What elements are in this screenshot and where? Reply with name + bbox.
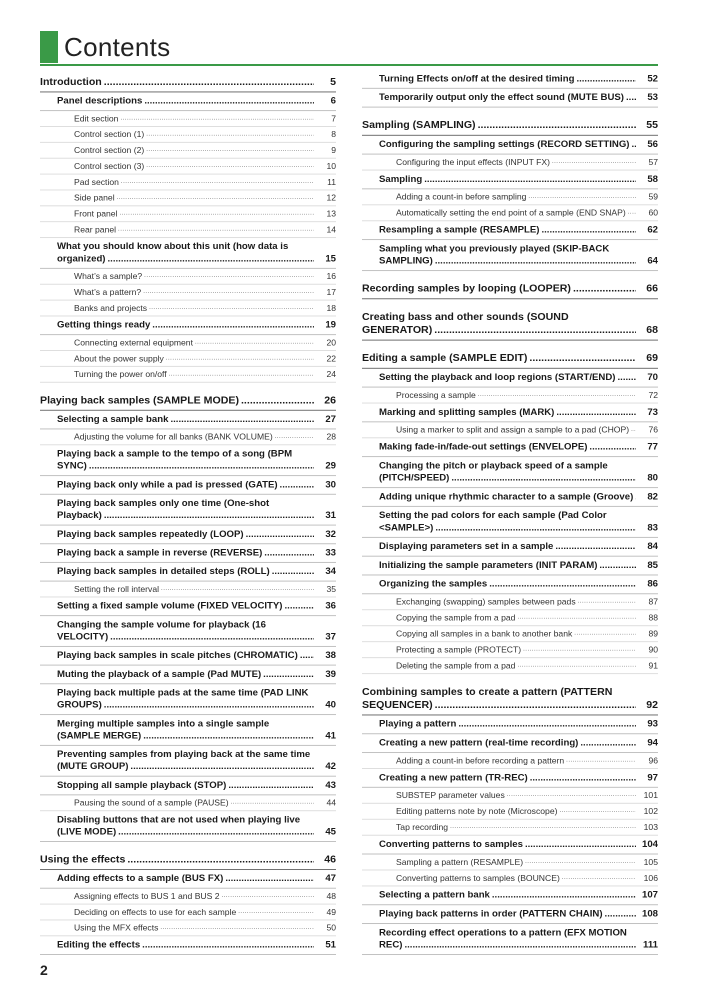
toc-entry[interactable] [362,457,658,488]
toc-entry-page: 45 [325,827,336,838]
toc-entry[interactable] [40,544,336,563]
toc-entry[interactable] [40,920,336,936]
toc-entry[interactable] [362,205,658,221]
toc-entry[interactable] [40,335,336,351]
toc-entry-title: Control section (3) ..... [74,161,314,172]
toc-entry[interactable] [362,575,658,594]
toc-entry-page: 51 [325,940,336,951]
toc-entry-title: Copying all samples in a bank to another bank ..... [396,628,636,639]
toc-entry-title: Playing back samples (SAMPLE MODE) ..... [40,394,314,407]
toc-entry-title: Making fade-in/fade-out settings (ENVELOPE) ..... [379,441,636,453]
toc-entry[interactable] [362,240,658,271]
toc-entry-title: Sampling a pattern (RESAMPLE) ..... [396,856,636,867]
toc-entry[interactable] [40,811,336,842]
toc-entry[interactable] [40,143,336,159]
toc-entry[interactable] [362,346,658,369]
toc-entry-page: 59 [648,192,658,202]
toc-entry-title: Creating a new pattern (real-time recording) ..... [379,737,636,749]
toc-entry-page: 35 [326,584,336,594]
toc-entry-title: Editing patterns note by note (Microscope) ..... [396,806,636,817]
toc-entry-title: Adding unique rhythmic character to a sample (Groove) ..... [379,491,636,503]
toc-entry-page: 6 [330,96,336,107]
toc-entry-page: 87 [648,597,658,607]
toc-entry-page: 108 [641,908,658,920]
toc-entry[interactable] [40,889,336,905]
toc-entry-title: Edit section ..... [74,113,314,124]
toc-entry-page: 42 [325,761,336,772]
toc-entry[interactable] [40,175,336,191]
toc-entry-title: Displaying parameters set in a sample ..... [379,541,636,553]
toc-entry[interactable] [40,206,336,222]
toc-entry-title: Playing back a sample to the tempo of a song (BPM SYNC) ..... [57,448,314,472]
toc-entry-title: Sampling what you previously played (SKIP-BACK SAMPLING) ..... [379,243,636,267]
toc-entry-title: Temporarily output only the effect sound (MUTE BUS) ..... [379,92,636,104]
toc-entry-page: 32 [325,529,336,540]
toc-entry-title: Setting the playback and loop regions (START/END) ..... [379,372,636,384]
toc-entry-page: 93 [647,719,658,730]
toc-entry[interactable] [40,159,336,175]
toc-entry-page: 10 [326,161,336,171]
toc-entry[interactable] [40,597,336,616]
toc-entry[interactable] [40,269,336,285]
toc-entry-title: Rear panel ..... [74,224,314,235]
toc-entry-page: 39 [325,669,336,680]
toc-entry[interactable] [362,886,658,905]
toc-entry-page: 46 [324,854,336,866]
toc-entry-page: 37 [325,631,336,643]
toc-entry-title: Connecting external equipment ..... [74,337,314,348]
toc-entry-page: 50 [326,923,336,933]
toc-entry[interactable] [362,422,658,438]
toc-entry[interactable] [362,626,658,642]
toc-entry[interactable] [40,582,336,598]
toc-entry-title: Creating bass and other sounds (SOUND GENERATOR) ..... [362,311,636,337]
toc-entry-title: Merging multiple samples into a single sample (SAMPLE MERGE) ..... [57,718,314,742]
toc-entry[interactable] [362,277,658,300]
toc-entry-page: 70 [647,372,658,383]
toc-entry[interactable] [40,238,336,269]
toc-entry-page: 19 [325,320,336,331]
toc-entry[interactable] [362,820,658,836]
toc-entry-page: 13 [326,209,336,219]
toc-entry-title: Front panel ..... [74,208,314,219]
toc-entry-page: 36 [325,601,336,612]
toc-entry-page: 52 [647,73,658,85]
toc-entry-page: 17 [326,287,336,297]
toc-entry-page: 60 [648,208,658,218]
toc-entry-page: 69 [646,352,658,365]
toc-entry[interactable] [40,495,336,526]
toc-entry-title: Combining samples to create a pattern (PATTERN SEQUENCER) ..... [362,685,636,711]
toc-entry[interactable] [362,788,658,804]
toc-entry-title: What’s a pattern? ..... [74,287,314,298]
toc-entry-page: 76 [648,425,658,435]
toc-entry-title: Using the MFX effects ..... [74,922,314,933]
toc-entry-title: What’s a sample? ..... [74,271,314,282]
toc-entry-page: 86 [647,579,658,590]
toc-entry-title: Organizing the samples ..... [379,578,636,590]
toc-entry-title: Adding a count-in before recording a pattern ..... [396,755,636,766]
toc-entry-page: 103 [643,822,658,832]
toc-entry-page: 72 [648,390,658,400]
toc-entry-title: About the power supply ..... [74,353,314,364]
page-number: 2 [40,962,48,978]
toc-entry-page: 66 [646,283,658,295]
toc-column-left [40,70,336,955]
toc-entry-page: 5 [330,76,336,88]
toc-entry[interactable] [40,715,336,746]
toc-entry-title: Playing back samples repeatedly (LOOP) ..... [57,528,314,540]
toc-entry-title: Turning the power on/off ..... [74,369,314,380]
toc-entry[interactable] [40,746,336,777]
toc-entry-title: Adjusting the volume for all banks (BANK VOLUME) ..... [74,431,314,442]
toc-entry-page: 48 [326,891,336,901]
toc-entry-title: Assigning effects to BUS 1 and BUS 2 ..... [74,891,314,902]
toc-entry-page: 12 [326,193,336,203]
toc-entry-title: Playing back patterns in order (PATTERN CHAIN) ..... [379,908,636,920]
toc-entry-page: 62 [647,225,658,236]
toc-entry-page: 102 [643,806,658,816]
toc-entry-page: 31 [325,510,336,521]
toc-entry[interactable] [362,369,658,388]
toc-entry[interactable] [362,70,658,89]
toc-entry[interactable] [362,438,658,457]
toc-entry-page: 84 [647,541,658,552]
toc-entry-title: Playing a pattern ..... [379,718,636,730]
toc-entry-page: 14 [326,224,336,235]
toc-entry[interactable] [362,507,658,538]
toc-entry-title: Recording samples by looping (LOOPER) ..... [362,282,636,295]
toc-entry-page: 56 [647,139,658,150]
toc-entry-title: SUBSTEP parameter values ..... [396,790,636,801]
toc-entry[interactable] [40,445,336,476]
toc-entry-title: Exchanging (swapping) samples between pads ..... [396,596,636,607]
toc-entry-title: Using a marker to split and assign a sample to a pad (CHOP) ..... [396,424,636,435]
toc-entry[interactable] [362,557,658,576]
toc-entry-page: 40 [325,700,336,711]
toc-entry-page: 58 [647,174,658,185]
toc-entry[interactable] [362,715,658,734]
toc-entry-title: Adding a count-in before sampling ..... [396,191,636,202]
toc-entry-title: Control section (2) ..... [74,145,314,156]
toc-entry-title: Pausing the sound of a sample (PAUSE) ..... [74,797,314,808]
toc-entry-title: Selecting a sample bank ..... [57,414,314,426]
toc-entry-page: 11 [327,177,336,187]
toc-entry-title: Deciding on effects to use for each sample ..... [74,906,314,917]
toc-entry-title: Configuring the sampling settings (RECORD SETTING) ..... [379,139,636,151]
toc-entry[interactable] [40,127,336,143]
toc-entry[interactable] [362,221,658,240]
toc-entry[interactable] [362,388,658,404]
page-title: Contents [64,32,171,62]
toc-entry-page: 105 [643,857,658,867]
toc-entry-title: Setting the roll interval ..... [74,583,314,594]
toc-entry-title: Playing back samples in scale pitches (CHROMATIC) ..... [57,650,314,662]
toc-entry[interactable] [362,171,658,190]
toc-entry-title: Protecting a sample (PROTECT) ..... [396,644,636,655]
toc-entry-title: Control section (1) ..... [74,129,314,140]
toc-entry-title: Configuring the input effects (INPUT FX) ..... [396,156,636,167]
toc-entry-page: 33 [325,547,336,559]
toc-entry[interactable] [40,777,336,796]
toc-entry[interactable] [40,905,336,921]
toc-entry[interactable] [40,526,336,545]
toc-entry[interactable] [40,92,336,111]
toc-entry-page: 22 [326,353,336,364]
toc-entry[interactable] [40,367,336,383]
toc-entry-title: Editing a sample (SAMPLE EDIT) ..... [362,352,636,365]
toc-entry-title: Playing back multiple pads at the same time (PAD LINK GROUPS) ..... [57,687,314,711]
toc-entry-title: Side panel ..... [74,192,314,203]
toc-entry-title: Adding effects to a sample (BUS FX) ..... [57,873,314,885]
toc-entry-title: Automatically setting the end point of a sample (END SNAP) ..... [396,207,636,218]
toc-entry[interactable] [362,854,658,870]
toc-entry[interactable] [362,89,658,108]
toc-entry[interactable] [362,610,658,626]
toc-entry[interactable] [40,936,336,955]
toc-entry-title: Recording effect operations to a pattern (EFX MOTION REC) ..... [379,927,636,951]
toc-entry-title: Turning Effects on/off at the desired timing ..... [379,73,636,85]
toc-entry-title: What you should know about this unit (how data is organized) ..... [57,241,314,265]
toc-entry-page: 107 [641,890,658,901]
toc-entry-page: 80 [647,473,658,484]
toc-entry[interactable] [362,658,658,674]
toc-entry[interactable] [362,113,658,136]
toc-entry[interactable] [362,836,658,855]
toc-entry[interactable] [40,476,336,495]
toc-entry[interactable] [362,594,658,610]
toc-entry-title: Creating a new pattern (TR-REC) ..... [379,772,636,784]
toc-entry[interactable] [40,563,336,582]
toc-entry-page: 41 [325,730,336,742]
toc-entry-title: Setting a fixed sample volume (FIXED VELOCITY) ..... [57,600,314,612]
toc-entry[interactable] [362,642,658,658]
toc-entry[interactable] [40,285,336,301]
toc-entry-page: 106 [643,873,658,883]
toc-entry[interactable] [40,190,336,206]
toc-entry[interactable] [362,680,658,716]
toc-entry-title: Getting things ready ..... [57,319,314,331]
toc-entry[interactable] [40,70,336,92]
toc-entry-title: Marking and splitting samples (MARK) ..... [379,406,636,418]
toc-entry-page: 55 [646,119,658,132]
toc-entry[interactable] [362,924,658,955]
toc-entry-page: 28 [326,432,336,442]
toc-entry-title: Editing the effects ..... [57,939,314,951]
toc-entry-title: Using the effects ..... [40,853,314,866]
toc-entry[interactable] [40,111,336,127]
toc-entry[interactable] [362,136,658,155]
toc-entry-title: Tap recording ..... [396,822,636,833]
toc-entry-title: Playing back only while a pad is pressed (GATE) ..... [57,479,314,491]
toc-entry-page: 43 [325,780,336,791]
toc-entry-page: 24 [326,369,336,379]
toc-entry-page: 38 [325,650,336,661]
toc-entry[interactable] [40,848,336,870]
toc-entry-title: Banks and projects ..... [74,302,314,313]
toc-entry-title: Changing the pitch or playback speed of a sample (PITCH/SPEED) ..... [379,460,636,484]
toc-entry-page: 29 [325,461,336,472]
toc-entry-page: 101 [643,790,658,800]
toc-entry-page: 90 [648,644,658,655]
toc-entry-page: 20 [326,337,336,348]
title-rule [40,64,658,66]
toc-entry[interactable] [40,647,336,666]
toc-entry[interactable] [362,769,658,788]
toc-entry[interactable] [362,305,658,341]
toc-entry[interactable] [362,538,658,557]
toc-entry-page: 16 [326,271,336,281]
toc-entry[interactable] [362,753,658,769]
toc-entry-page: 94 [647,737,658,749]
toc-entry[interactable] [362,404,658,423]
toc-entry-page: 44 [326,798,336,808]
toc-entry-title: Setting the pad colors for each sample (Pad Color <SAMPLE>) ..... [379,510,636,534]
toc-entry-page: 96 [648,755,658,766]
toc-entry-page: 97 [647,772,658,784]
toc-entry[interactable] [40,616,336,647]
toc-entry[interactable] [40,429,336,445]
toc-entry[interactable] [40,795,336,811]
toc-entry[interactable] [40,222,336,238]
toc-entry-title: Muting the playback of a sample (Pad MUTE) ..... [57,668,314,680]
toc-entry-title: Changing the sample volume for playback (16 VELOCITY) ..... [57,619,314,643]
toc-entry[interactable] [40,388,336,410]
toc-entry-title: Initializing the sample parameters (INIT PARAM) ..... [379,559,636,571]
toc-entry-title: Playing back a sample in reverse (REVERSE) ..... [57,547,314,559]
toc-entry-title: Sampling ..... [379,173,636,185]
toc-entry-page: 73 [647,407,658,418]
toc-entry-title: Converting patterns to samples ..... [379,839,636,851]
toc-entry[interactable] [40,411,336,430]
toc-entry-page: 26 [324,394,336,407]
toc-entry-page: 92 [646,699,658,711]
toc-entry-page: 68 [646,324,658,336]
toc-entry-title: Preventing samples from playing back at the same time (MUTE GROUP) ..... [57,749,314,773]
toc-entry-page: 83 [647,522,658,534]
toc-entry-title: Resampling a sample (RESAMPLE) ..... [379,224,636,236]
toc-entry[interactable] [40,870,336,889]
toc-entry-page: 111 [643,939,658,951]
toc-column-right [362,70,658,955]
toc-entry-title: Stopping all sample playback (STOP) ..... [57,779,314,791]
toc-entry-page: 82 [647,491,658,503]
toc-entry-page: 34 [325,566,336,577]
toc-entry-page: 77 [647,442,658,453]
toc-entry-page: 57 [648,157,658,167]
toc-entry-title: Pad section ..... [74,176,314,187]
toc-entry-page: 53 [647,92,658,103]
toc-entry-title: Playing back samples only one time (One-shot Playback) ..... [57,498,314,522]
title-accent-bar [40,31,58,63]
toc-entry-page: 64 [647,256,658,267]
toc-entry[interactable] [362,189,658,205]
toc-entry-page: 7 [331,113,336,124]
toc-entry-title: Playing back samples in detailed steps (ROLL) ..... [57,566,314,578]
toc-entry-page: 47 [325,873,336,885]
toc-entry-page: 49 [326,907,336,917]
toc-entry-page: 88 [648,613,658,623]
toc-entry[interactable] [362,804,658,820]
toc-entry-page: 85 [647,560,658,571]
toc-entry[interactable] [362,734,658,753]
toc-entry-title: Copying the sample from a pad ..... [396,612,636,623]
toc-entry-title: Deleting the sample from a pad ..... [396,660,636,671]
toc-entry[interactable] [362,905,658,924]
toc-entry-page: 18 [326,303,336,313]
toc-entry-page: 8 [331,129,336,140]
toc-entry-page: 15 [325,253,336,265]
toc-entry[interactable] [40,316,336,335]
toc-entry-page: 30 [325,479,336,491]
toc-entry-page: 9 [331,145,336,155]
toc-entry-page: 91 [648,660,658,671]
toc-entry[interactable] [40,684,336,715]
toc-entry-page: 89 [648,629,658,639]
toc-entry-title: Selecting a pattern bank ..... [379,889,636,901]
toc-entry[interactable] [40,301,336,317]
toc-entry-title: Converting patterns to samples (BOUNCE) ..... [396,872,636,883]
toc-entry[interactable] [40,351,336,367]
toc-entry[interactable] [362,870,658,886]
toc-entry-page: 27 [325,414,336,425]
toc-entry[interactable] [362,488,658,507]
toc-entry-title: Disabling buttons that are not used when playing live (LIVE MODE) ..... [57,814,314,838]
toc-entry-title: Panel descriptions ..... [57,95,314,107]
toc-entry-title: Introduction ..... [40,76,314,89]
toc-entry-page: 104 [641,839,658,850]
toc-entry[interactable] [362,155,658,171]
toc-entry-title: Sampling (SAMPLING) ..... [362,119,636,132]
toc-entry[interactable] [40,666,336,685]
toc-entry-title: Processing a sample ..... [396,389,636,400]
